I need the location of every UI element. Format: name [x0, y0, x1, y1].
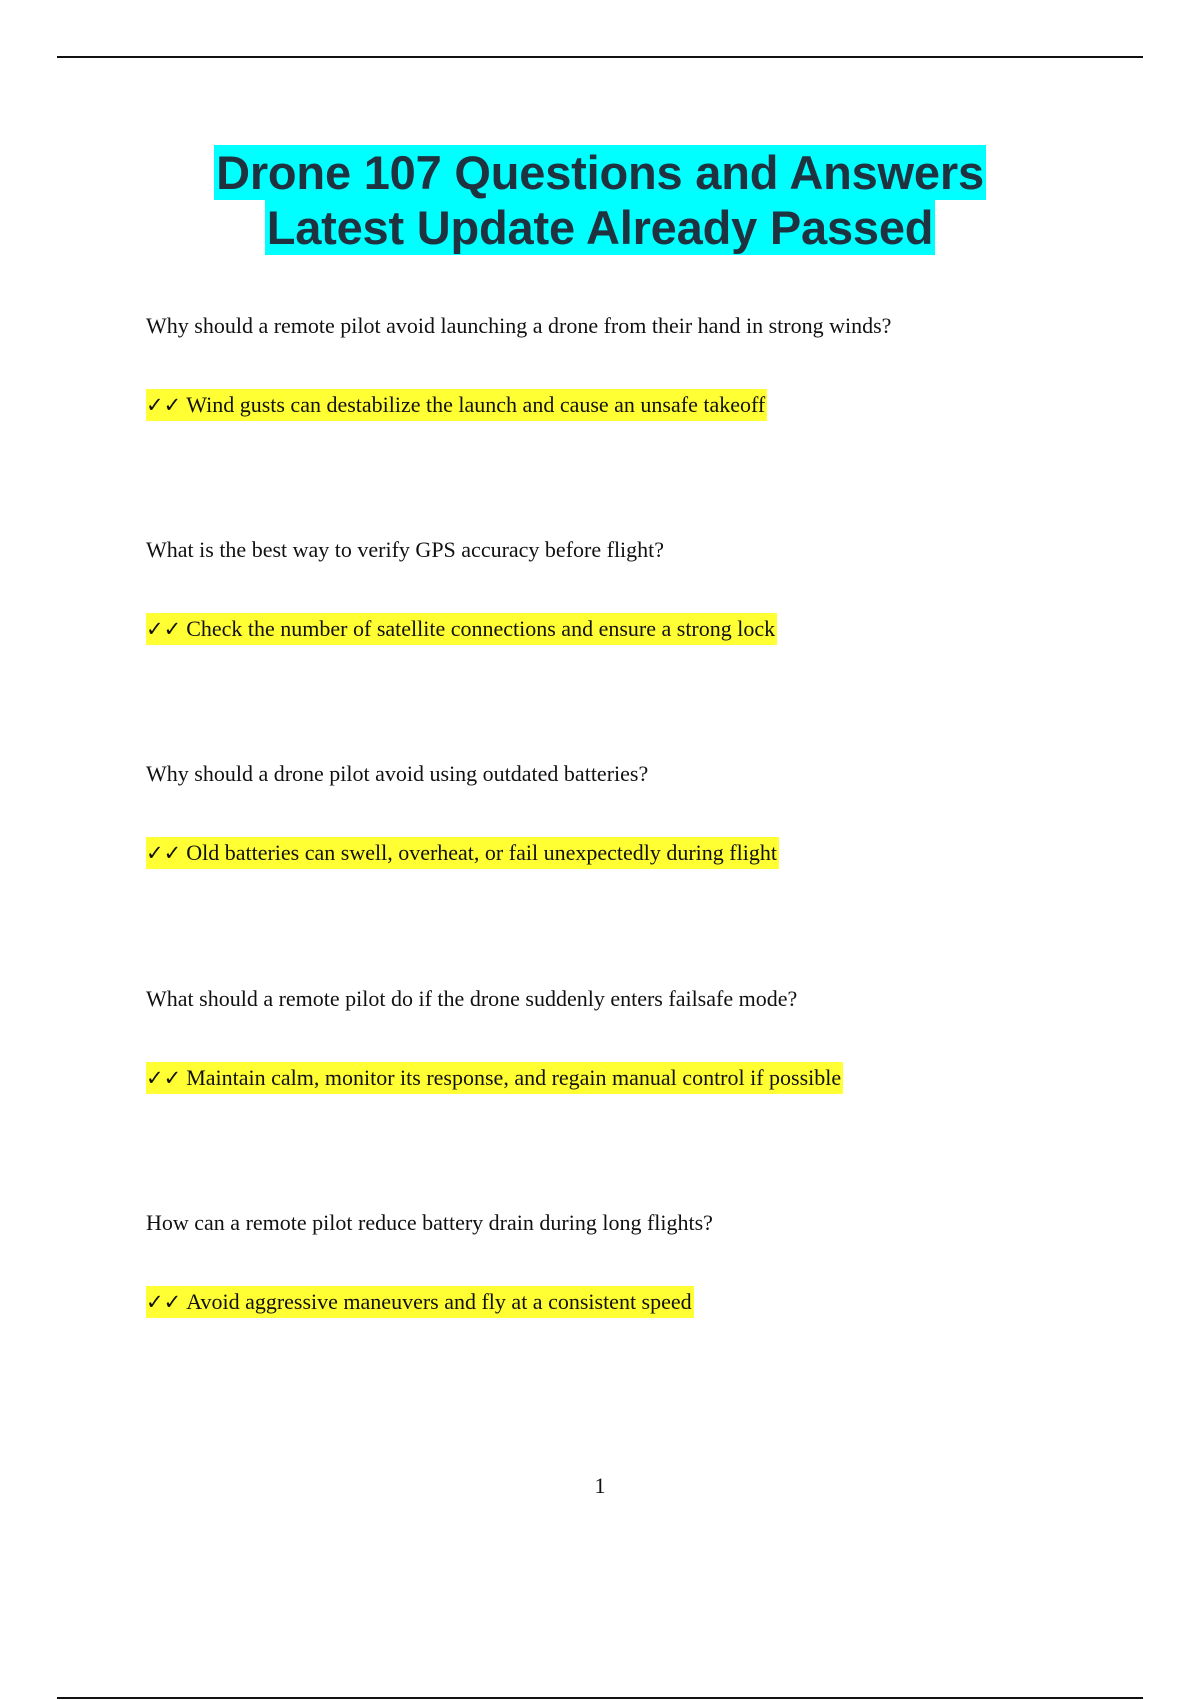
title-line-1: Drone 107 Questions and Answers	[216, 146, 984, 199]
qa-item-1	[146, 312, 1106, 417]
header-rule	[57, 56, 1143, 58]
qa-item-2	[146, 536, 1106, 641]
qa-item-3	[146, 760, 1106, 865]
double-check-icon: ✓✓	[146, 841, 182, 865]
answer	[146, 837, 779, 869]
answer-highlight	[146, 1286, 694, 1318]
page-number: 1	[594, 1473, 606, 1498]
answer	[146, 613, 777, 645]
answer-highlight	[146, 1062, 843, 1094]
answer-text: Old batteries can swell, overheat, or fail unexpectedly during flight	[186, 840, 777, 865]
answer-text: Avoid aggressive maneuvers and fly at a consistent speed	[186, 1289, 692, 1314]
answer	[146, 389, 767, 421]
answer-highlight	[146, 389, 767, 421]
question-text: What is the best way to verify GPS accuracy before flight?	[146, 537, 665, 562]
answer	[146, 1286, 694, 1318]
answer-text: Check the number of satellite connections and ensure a strong lock	[186, 616, 776, 641]
question-text: Why should a remote pilot avoid launching a drone from their hand in strong winds?	[146, 313, 892, 338]
qa-item-5	[146, 1209, 1106, 1314]
double-check-icon: ✓✓	[146, 1066, 182, 1090]
question-text: Why should a drone pilot avoid using outdated batteries?	[146, 761, 649, 786]
footer-rule	[57, 1697, 1143, 1699]
answer-text: Wind gusts can destabilize the launch and cause an unsafe takeoff	[186, 392, 766, 417]
answer	[146, 1062, 843, 1094]
answer-highlight	[146, 613, 777, 645]
answer-highlight	[146, 837, 779, 869]
double-check-icon: ✓✓	[146, 393, 182, 417]
double-check-icon: ✓✓	[146, 1290, 182, 1314]
answer-text: Maintain calm, monitor its response, and regain manual control if possible	[186, 1065, 842, 1090]
document-title	[0, 145, 1200, 255]
double-check-icon: ✓✓	[146, 617, 182, 641]
qa-item-4	[146, 985, 1106, 1090]
question-text: What should a remote pilot do if the drone suddenly enters failsafe mode?	[146, 986, 798, 1011]
question-text: How can a remote pilot reduce battery drain during long flights?	[146, 1210, 713, 1235]
title-line-2: Latest Update Already Passed	[266, 201, 934, 254]
